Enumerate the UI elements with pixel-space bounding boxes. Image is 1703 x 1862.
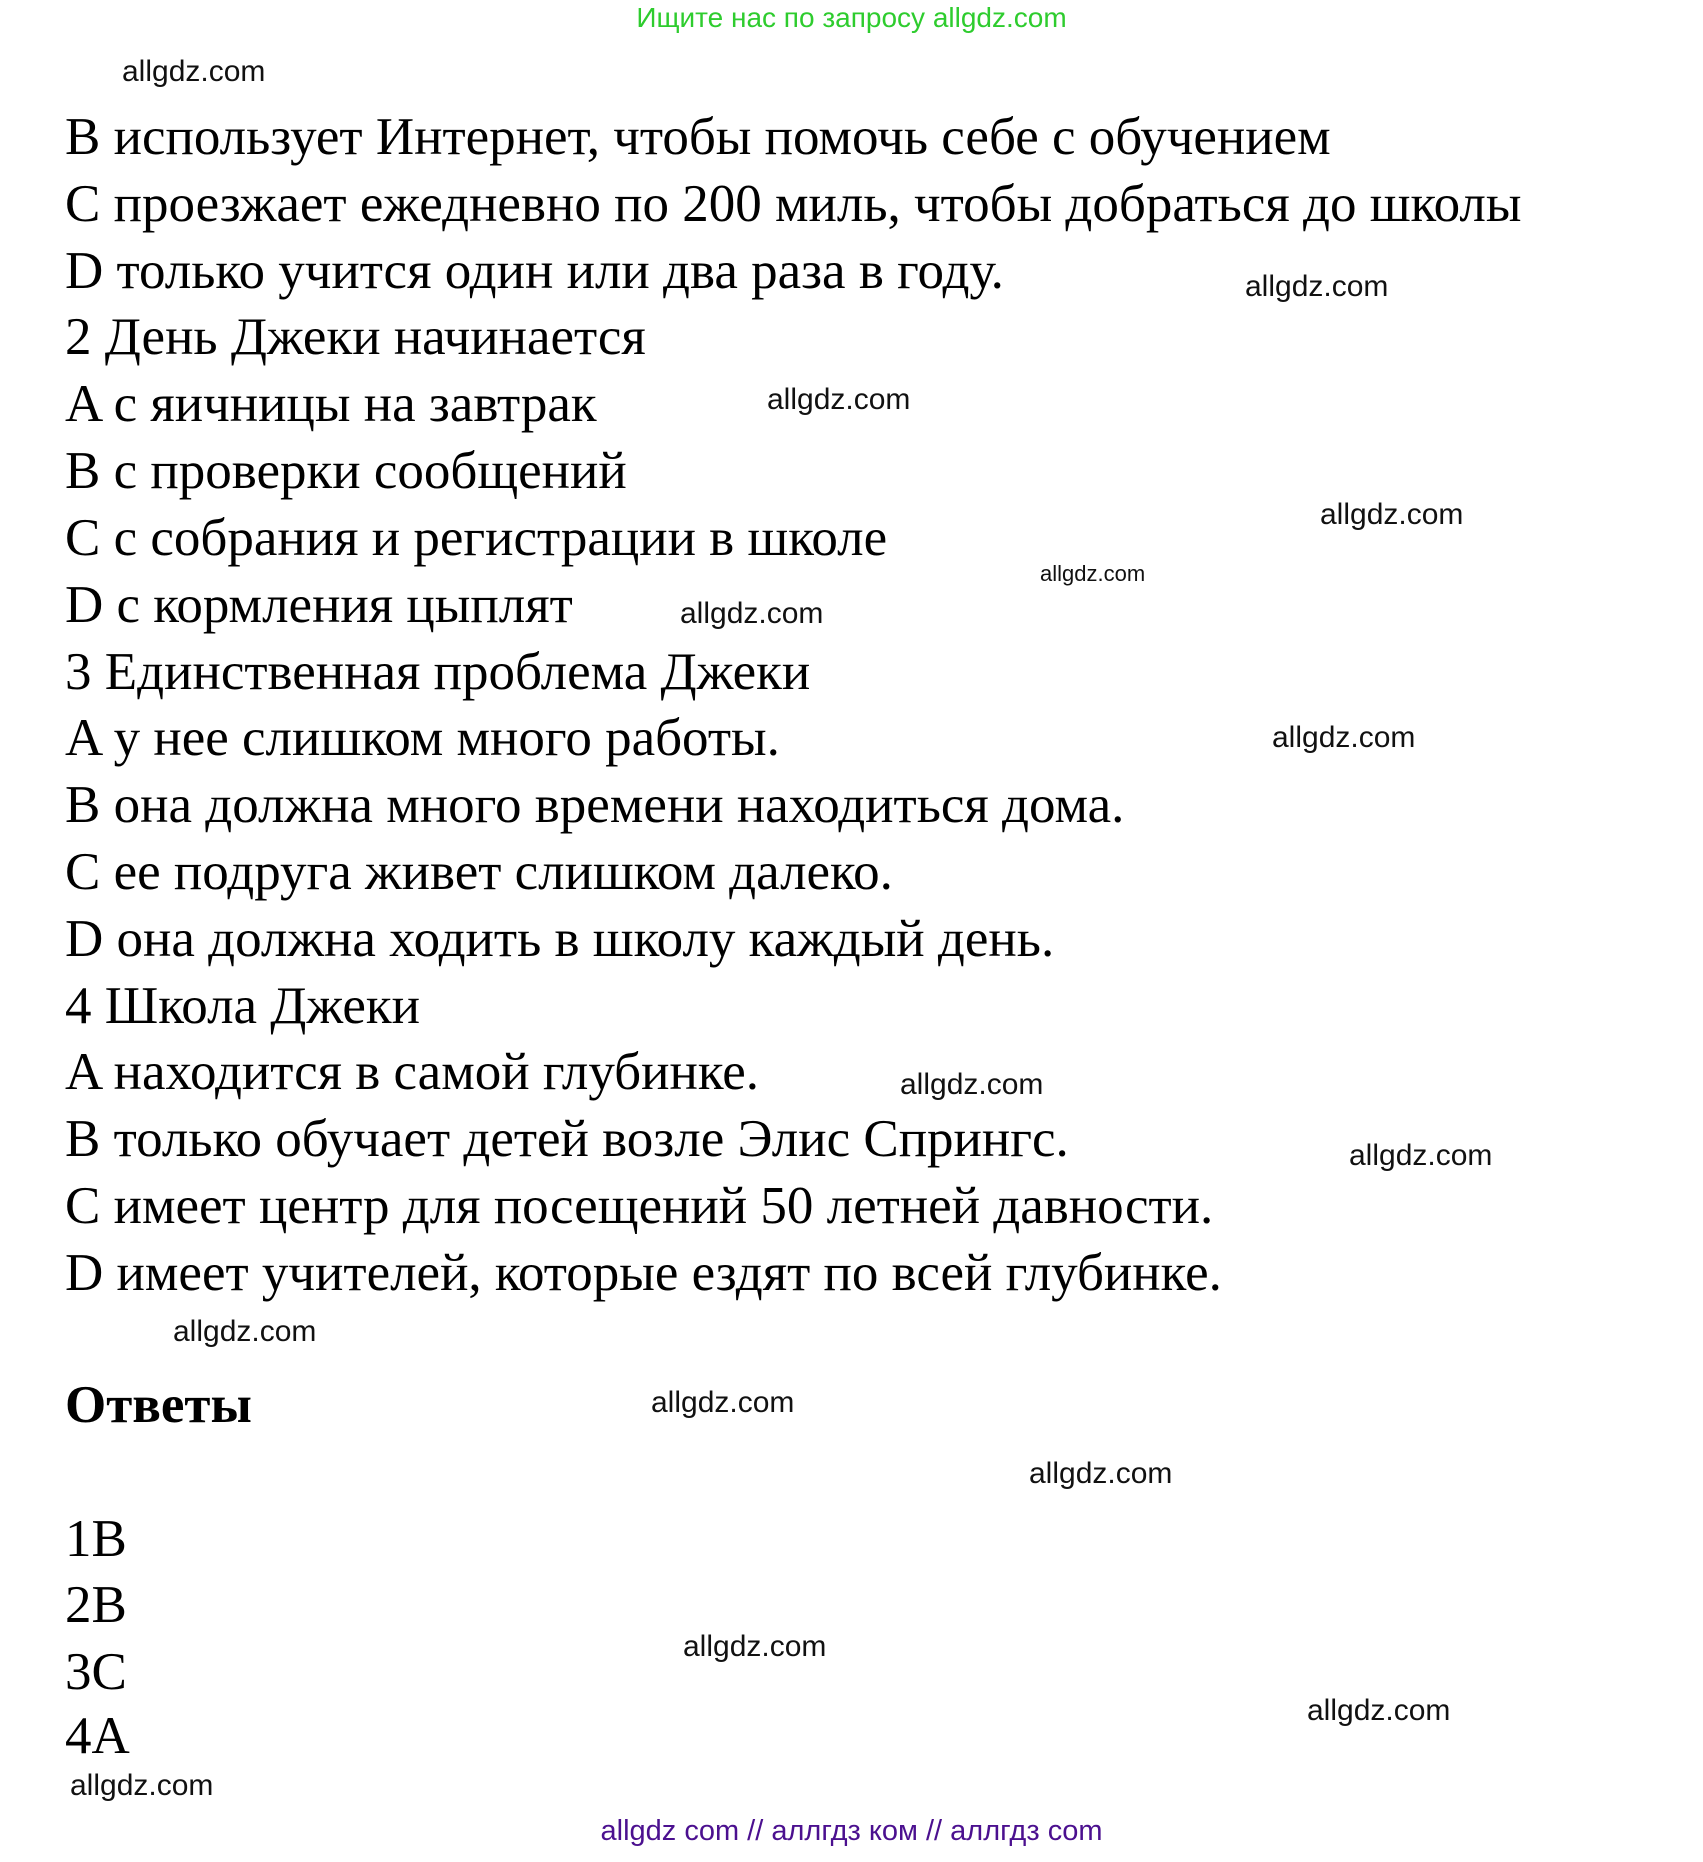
option-line: B только обучает детей возле Элис Спрингс. (65, 1110, 1069, 1168)
option-line: D только учится один или два раза в году. (65, 242, 1004, 300)
option-line: A с яичницы на завтрак (65, 375, 597, 433)
watermark: allgdz.com (683, 1630, 827, 1663)
option-line: B использует Интернет, чтобы помочь себе с обучением (65, 108, 1331, 166)
option-line: D она должна ходить в школу каждый день. (65, 910, 1055, 968)
footer-watermark: allgdz com // аллгдз ком // аллгдз com (600, 1815, 1103, 1847)
watermark: allgdz.com (70, 1769, 214, 1802)
watermark: allgdz.com (1307, 1694, 1451, 1727)
watermark: allgdz.com (767, 383, 911, 416)
answers-heading: Ответы (65, 1376, 252, 1434)
watermark: allgdz.com (173, 1315, 317, 1348)
question-line: 4 Школа Джеки (65, 977, 421, 1035)
watermark: allgdz.com (1320, 498, 1464, 531)
watermark: allgdz.com (1349, 1139, 1493, 1172)
watermark: allgdz.com (680, 597, 824, 630)
option-line: C ее подруга живет слишком далеко. (65, 843, 893, 901)
option-line: C имеет центр для посещений 50 летней давности. (65, 1177, 1214, 1235)
answer-item: 3C (65, 1643, 127, 1701)
option-line: C с собрания и регистрации в школе (65, 509, 888, 567)
option-line: C проезжает ежедневно по 200 миль, чтобы добраться до школы (65, 175, 1522, 233)
option-line: A находится в самой глубинке. (65, 1043, 760, 1101)
answer-item: 4A (65, 1707, 130, 1765)
watermark: allgdz.com (122, 55, 266, 88)
question-line: 3 Единственная проблема Джеки (65, 643, 811, 701)
watermark: allgdz.com (1029, 1457, 1173, 1490)
watermark: allgdz.com (1040, 561, 1146, 586)
watermark: allgdz.com (651, 1386, 795, 1419)
answer-item: 1B (65, 1510, 127, 1568)
search-banner: Ищите нас по запросу allgdz.com (636, 2, 1067, 33)
option-line: A у нее слишком много работы. (65, 709, 780, 767)
option-line: B она должна много времени находиться дома. (65, 776, 1125, 834)
answer-item: 2B (65, 1576, 127, 1634)
question-line: 2 День Джеки начинается (65, 308, 646, 366)
watermark: allgdz.com (1272, 721, 1416, 754)
option-line: D имеет учителей, которые ездят по всей глубинке. (65, 1244, 1222, 1302)
watermark: allgdz.com (1245, 270, 1389, 303)
option-line: B с проверки сообщений (65, 442, 627, 500)
watermark: allgdz.com (900, 1068, 1044, 1101)
option-line: D с кормления цыплят (65, 576, 573, 634)
